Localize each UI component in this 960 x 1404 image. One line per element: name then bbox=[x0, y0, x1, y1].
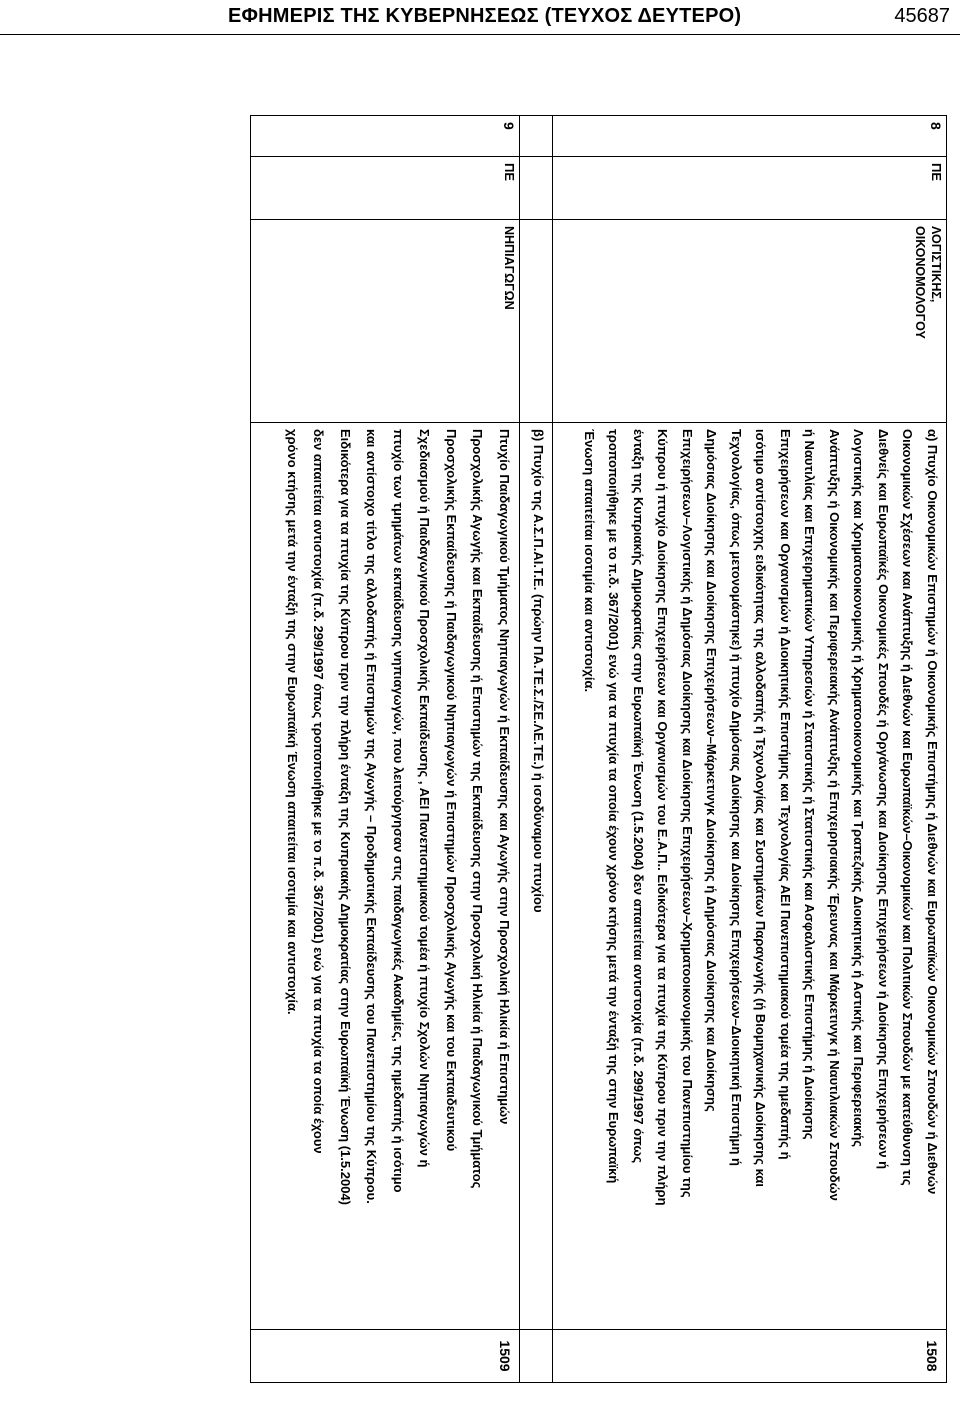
qualifications-cell bbox=[251, 423, 520, 1330]
code-cell: 1508 bbox=[553, 1330, 947, 1383]
qualification-line: Επιχειρήσεων και Οργανισμών ή Διοικητικής Επιστήμης και Τεχνολογίας ΑΕΙ Πανεπιστημιακού τομέα της ημεδαπής ή bbox=[778, 429, 793, 1160]
qualification-line: Κύπρου ή πτυχίο Διοίκησης Επιχειρήσεων και Οργανισμών του Ε.Α.Π.. Ειδικότερα για τα πτυχία της Κύπρου πριν την πλήρη bbox=[655, 429, 671, 1206]
qualification-line: δεν απαιτείται αντιστοιχία (π.δ. 299/1997 όπως τροποποιήθηκε με το π.δ. 367/2001) ενώ για τα πτυχία τα οποία έχουν bbox=[311, 429, 327, 1154]
qualification-line: Διεθνείς και Ευρωπαϊκές Οικονομικές Σπουδές ή Οργάνωσης και Διοίκησης Επιχειρήσεων ή Διοίκησης Επιχειρήσεων ή bbox=[876, 429, 891, 1170]
table-body bbox=[251, 116, 947, 1383]
qualification-line: Προσχολικής Αγωγής και Εκπαίδευσης ή Επιστημών της Εκπαίδευσης στην Προσχολική Ηλικία ή Παιδαγωγικού Τμήματος bbox=[470, 429, 486, 1189]
rotated-table-container bbox=[135, 115, 947, 1383]
qualification-line: και αντίστοιχο τίτλο της αλλοδαπής ή Επιστημών της Αγωγής – Προδημοτικής Εκπαίδευσης του Πανεπιστημίου της Κύπρου. bbox=[364, 429, 380, 1204]
qualification-line: τροποποιήθηκε με το π.δ. 367/2001) ενώ για τα πτυχία τα οποία έχουν χρόνο κτήσης μετά την ένταξή της στην Ευρωπαϊκή bbox=[606, 429, 622, 1184]
category-cell-empty bbox=[520, 157, 553, 220]
specialty-cell: ΛΟΓΙΣΤΙΚΗΣ, ΟΙΚΟΝΟΜΟΛΟΓΟΥ bbox=[553, 220, 947, 423]
page-header bbox=[0, 0, 960, 35]
qualification-line: Ένωση απαιτείται ισοτιμία και αντιστοιχία. bbox=[582, 429, 597, 693]
qualification-line: Δημόσιας Διοίκησης και Διοίκησης Επιχειρήσεων–Μάρκετινγκ Διοίκησης ή Δημόσιας Διοίκησης και Διοίκησης bbox=[704, 429, 720, 1112]
code-cell-empty bbox=[520, 1330, 553, 1383]
qualification-line: Οικονομικών Σχέσεων και Ανάπτυξης ή Διεθνών και Ευρωπαϊκών–Οικονομικών και Πολιτικών Σπουδών με κατεύθυνση τις bbox=[900, 429, 916, 1186]
qualification-line: ή Ναυτιλίας και Επιχειρηματικών Υπηρεσιών ή Στατιστικής ή Στατιστικής και Ασφαλιστικής Επιστήμης ή Διοίκησης bbox=[802, 429, 818, 1140]
table-row bbox=[553, 116, 947, 1383]
specialty-cell: ΝΗΠΙΑΓΩΓΩΝ bbox=[251, 220, 520, 423]
category-cell: ΠΕ bbox=[251, 157, 520, 220]
qualification-line: β) Πτυχίο της Α.Σ.Π.ΑΙ.Τ.Ε. (πρώην ΠΑ.ΤΕ.Σ./ΣΕ.ΛΕ.ΤΕ.) ή ισοδύναμου πτυχίου bbox=[531, 429, 546, 913]
category-cell: ΠΕ bbox=[553, 157, 947, 220]
specialty-cell-empty bbox=[520, 220, 553, 423]
qualification-line: ένταξη της Κυπριακής Δημοκρατίας στην Ευρωπαϊκή Ένωση (1.5.2004) δεν απαιτείται αντιστοιχία (π.δ. 299/1997 όπως bbox=[631, 429, 646, 1164]
qualification-line: α) Πτυχίο Οικονομικών Επιστημών ή Οικονομικής Επιστήμης ή Διεθνών και Ευρωπαϊκών Οικονομικών Σπουδών ή Διεθνών bbox=[925, 429, 940, 1195]
table-row bbox=[520, 116, 553, 1383]
row-number: 9 bbox=[251, 116, 520, 157]
qualification-line: Ειδικότερα για τα πτυχία της Κύπρου πριν την πλήρη ένταξη της Κυπριακής Δημοκρατίας στην Ευρωπαϊκή Ένωση (1.5.2004) bbox=[338, 429, 353, 1205]
qualification-line: χρόνο κτήσης μετά την ένταξή της στην Ευρωπαϊκή Ένωση απαιτείται ισοτιμία και αντιστοιχία. bbox=[285, 429, 300, 1015]
gazette-title: ΕΦΗΜΕΡΙΣ ΤΗΣ ΚΥΒΕΡΝΗΣΕΩΣ (ΤΕΥΧΟΣ ΔΕΥΤΕΡΟ) bbox=[228, 5, 742, 27]
qualification-line: Σχεδιασμού ή Παιδαγωγικού Προσχολικής Εκπαίδευσης , ΑΕΙ Πανεπιστημιακού τομέα ή πτυχίο Σχολών Νηπιαγωγών ή bbox=[417, 429, 433, 1168]
qualification-line: Ανάπτυξης ή Οικονομικής και Περιφερειακής Ανάπτυξης ή Επιχειρησιακής Έρευνας και Μάρκετινγκ ή Ναυτιλιακών Σπουδών bbox=[827, 429, 842, 1201]
qualification-line: Λογιστικής και Χρηματοοικονομικής ή Χρηματοοικονομικής και Τραπεζικής Διοικητικής ή Αστικής και Περιφερειακής bbox=[851, 429, 867, 1148]
specialties-table bbox=[250, 115, 947, 1383]
qualification-line: Τεχνολογίας, όπως μετονομάστηκε) ή πτυχίο Δημόσιας Διοίκησης και Διοίκησης Επιχειρήσεων–Διοικητική Επιστήμη ή bbox=[729, 429, 744, 1166]
qualification-line: ισότιμο αντίστοιχης ειδικότητας της αλλοδαπής ή Τεχνολογίας και Συστημάτων Παραγωγής (ή Βιομηχανικής Διοίκησης και bbox=[753, 429, 769, 1187]
row-number-empty bbox=[520, 116, 553, 157]
row-number: 8 bbox=[553, 116, 947, 157]
qualification-line: Επιχειρήσεων–Λογιστικής ή Δημόσιας Διοίκησης και Διοίκησης Επιχειρήσεων–Χρηματοοικονομικής του Πανεπιστημίου της bbox=[680, 429, 695, 1198]
code-cell: 1509 bbox=[251, 1330, 520, 1383]
qualification-line: πτυχίο των τμημάτων εκπαίδευσης νηπιαγωγών, που λειτούργησαν στις παιδαγωγικές Ακαδημίες, της ημεδαπής ή ισότιμο bbox=[391, 429, 406, 1193]
qualification-line: Πτυχίο Παιδαγωγικού Τμήματος Νηπιαγωγών ή Εκπαίδευσης και Αγωγής στην Προσχολική Ηλικία ή Επιστημών bbox=[497, 429, 512, 1125]
page-number: 45687 bbox=[894, 5, 950, 27]
qualification-line: Προσχολικής Εκπαίδευσης ή Παιδαγωγικού Νηπιαγωγών ή Επιστημών Προσχολικής Αγωγής και του Εκπαιδευτικού bbox=[444, 429, 459, 1152]
table-row bbox=[251, 116, 520, 1383]
qualifications-cell bbox=[553, 423, 947, 1330]
qualifications-cell bbox=[520, 423, 553, 1330]
